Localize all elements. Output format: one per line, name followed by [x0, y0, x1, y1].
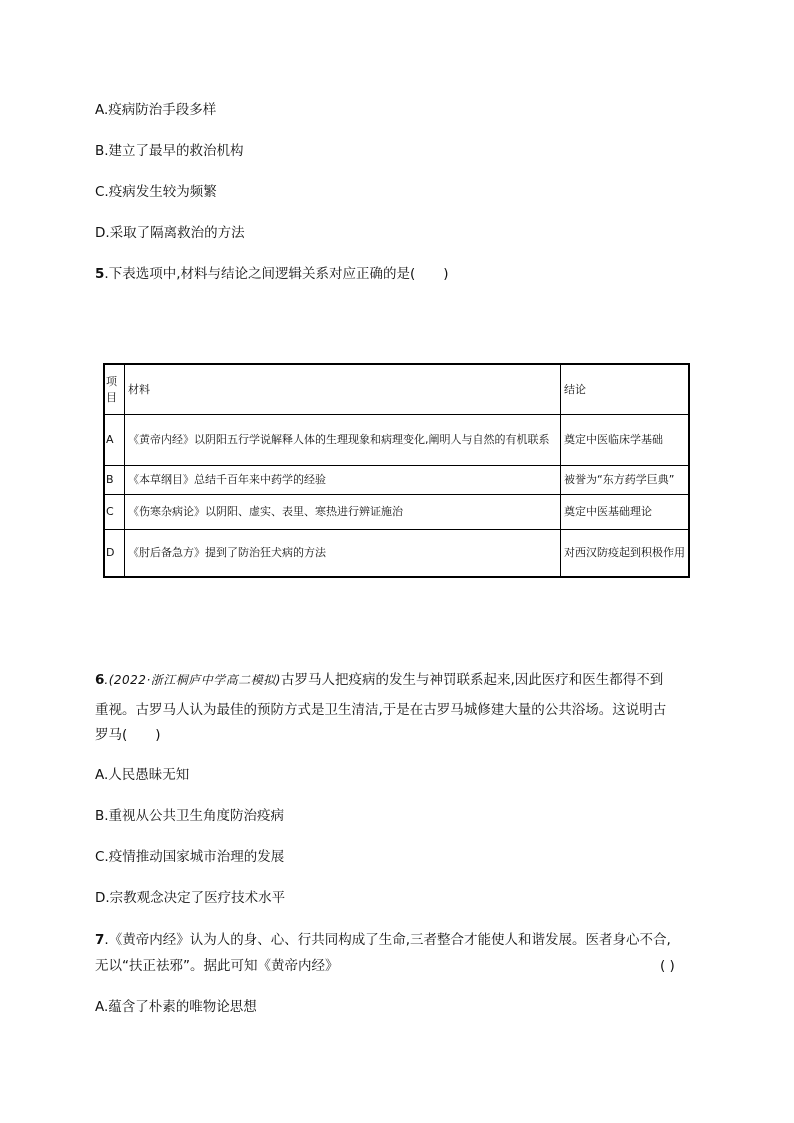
- row-item: C: [104, 495, 125, 530]
- q4-option-b: B.建立了最早的救治机构: [95, 143, 244, 159]
- q6-text-1: 古罗马人把疫病的发生与神罚联系起来,因此医疗和医生都得不到: [280, 672, 664, 688]
- q6-text-3: 罗马(: [95, 727, 128, 743]
- q6-option-b: B.重视从公共卫生角度防治疫病: [95, 808, 285, 824]
- q4-option-c: C.疫病发生较为频繁: [95, 184, 217, 200]
- row-item: D: [104, 530, 125, 578]
- q7-stem-line-2: 无以“扶正祛邪”。据此可知《黄帝内经》: [95, 958, 339, 974]
- row-material: 《伤寒杂病论》以阴阳、虚实、表里、寒热进行辨证施治: [125, 495, 561, 530]
- q6-source: .(2022·浙江桐庐中学高二模拟): [104, 673, 281, 687]
- table-row: [104, 495, 689, 530]
- q7-stem-line-1: [95, 931, 671, 949]
- row-item: B: [104, 466, 125, 495]
- table-row: [104, 415, 689, 466]
- row-item: A: [104, 415, 125, 466]
- q7-option-a: A.蕴含了朴素的唯物论思想: [95, 999, 257, 1015]
- question-5-stem: [95, 265, 449, 283]
- q6-number: 6: [95, 672, 105, 688]
- q5-text: .下表选项中,材料与结论之间逻辑关系对应正确的是(: [104, 266, 416, 282]
- q6-stem-line-3: [95, 726, 161, 744]
- table-header-row: [104, 364, 689, 415]
- q6-option-d: D.宗教观念决定了医疗技术水平: [95, 890, 286, 906]
- q5-close-paren: ): [443, 266, 449, 282]
- header-item: 项目: [104, 364, 125, 415]
- q6-stem-line-2: 重视。古罗马人认为最佳的预防方式是卫生清洁,于是在古罗马城修建大量的公共浴场。这说明古: [95, 702, 667, 718]
- q4-option-d: D.采取了隔离救治的方法: [95, 225, 245, 241]
- table-row: [104, 466, 689, 495]
- header-material: 材料: [125, 364, 561, 415]
- row-material: 《本草纲目》总结千百年来中药学的经验: [125, 466, 561, 495]
- q4-option-a: A.疫病防治手段多样: [95, 102, 217, 118]
- materials-conclusions-table: [103, 363, 690, 578]
- q6-close-paren: ): [155, 727, 161, 743]
- row-material: 《肘后备急方》提到了防治狂犬病的方法: [125, 530, 561, 578]
- header-conclusion: 结论: [561, 364, 690, 415]
- q7-answer-paren: ( ): [660, 958, 675, 974]
- row-material: 《黄帝内经》以阴阳五行学说解释人体的生理现象和病理变化,阐明人与自然的有机联系: [125, 415, 561, 466]
- row-conclusion: 奠定中医基础理论: [561, 495, 690, 530]
- q5-number: 5: [95, 266, 105, 282]
- row-conclusion: 奠定中医临床学基础: [561, 415, 690, 466]
- table-row: [104, 530, 689, 578]
- q6-option-c: C.疫情推动国家城市治理的发展: [95, 849, 285, 865]
- q7-text-1: .《黄帝内经》认为人的身、心、行共同构成了生命,三者整合才能使人和谐发展。医者身心不合,: [104, 932, 671, 948]
- q6-stem-line-1: [95, 671, 663, 689]
- q7-number: 7: [95, 932, 105, 948]
- row-conclusion: 被誉为“东方药学巨典”: [561, 466, 690, 495]
- row-conclusion: 对西汉防疫起到积极作用: [561, 530, 690, 578]
- q6-option-a: A.人民愚昧无知: [95, 767, 190, 783]
